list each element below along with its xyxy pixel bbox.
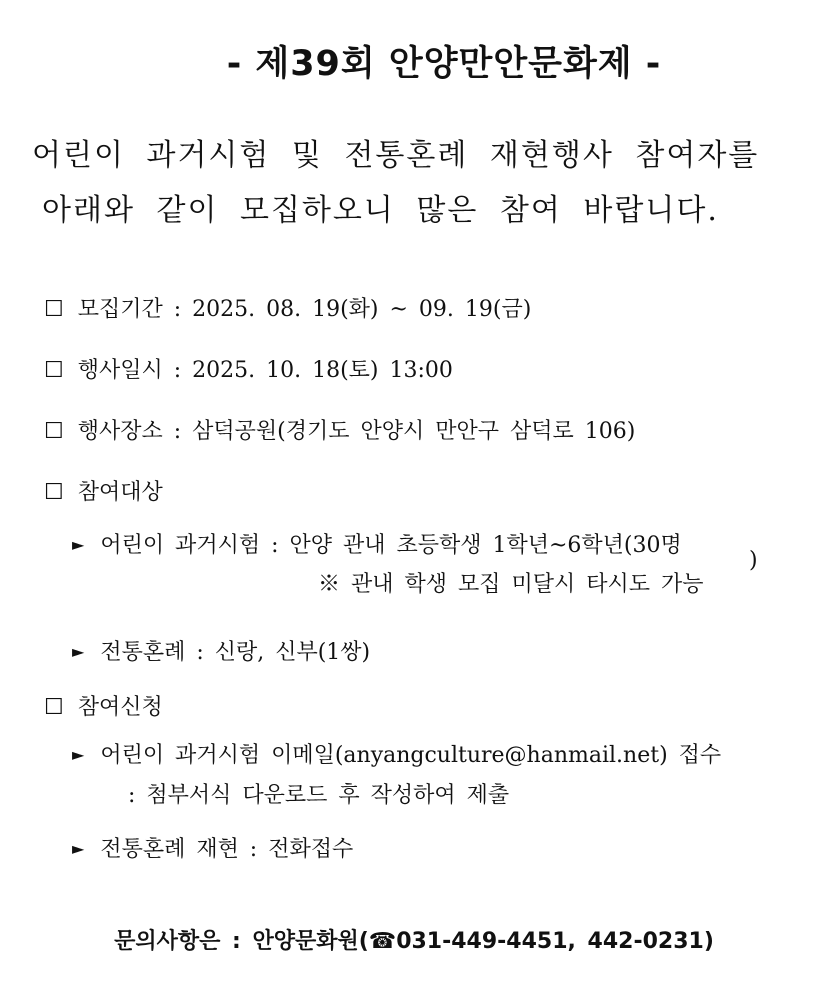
title-text: - 제39회 안양만안문화제 - [226, 44, 662, 84]
target-exam-text: 어린이 과거시험 : 안양 관내 초등학생 1학년~6학년(30명 [100, 533, 682, 558]
item-apply [44, 690, 163, 721]
intro-line-2: 아래와 같이 모집하오니 많은 참여 바랍니다. [42, 193, 719, 228]
item-place [44, 414, 635, 445]
apply-wedding [72, 832, 353, 863]
item-target [44, 475, 163, 506]
checkbox-icon: ☐ [44, 695, 64, 720]
item-place-text: 행사장소 : 삼덕공원(경기도 안양시 만안구 삼덕로 106) [77, 419, 636, 444]
item-period [44, 292, 531, 323]
item-period-text: 모집기간 : 2025. 08. 19(화) ~ 09. 19(금) [77, 297, 532, 322]
target-exam [72, 528, 682, 559]
target-wedding-text: 전통혼례 : 신랑, 신부(1쌍) [100, 640, 371, 665]
target-wedding [72, 635, 370, 666]
apply-wedding-text: 전통혼례 재현 : 전화접수 [100, 837, 354, 862]
arrow-icon: ► [72, 839, 85, 858]
checkbox-icon: ☐ [44, 480, 64, 505]
target-exam-note: ※ 관내 학생 모집 미달시 타시도 가능 [318, 572, 704, 597]
target-exam-close-paren: ) [749, 548, 758, 573]
contact-footer [0, 924, 828, 955]
arrow-icon: ► [72, 535, 85, 554]
apply-exam [72, 738, 721, 769]
item-apply-text: 참여신청 [77, 695, 163, 720]
contact-footer-text: 문의사항은 : 안양문화원(☎031-449-4451, 442-0231) [114, 929, 714, 954]
arrow-icon: ► [72, 642, 85, 661]
arrow-icon: ► [72, 745, 85, 764]
checkbox-icon: ☐ [44, 297, 64, 322]
item-target-text: 참여대상 [77, 480, 163, 505]
checkbox-icon: ☐ [44, 419, 64, 444]
item-datetime-text: 행사일시 : 2025. 10. 18(토) 13:00 [77, 358, 453, 383]
item-datetime [44, 353, 453, 384]
apply-exam-note: : 첨부서식 다운로드 후 작성하여 제출 [128, 783, 510, 808]
intro-line-1: 어린이 과거시험 및 전통혼례 재현행사 참여자를 [32, 138, 760, 173]
checkbox-icon: ☐ [44, 358, 64, 383]
apply-exam-text: 어린이 과거시험 이메일(anyangculture@hanmail.net) 접수 [100, 743, 722, 768]
page-title [0, 36, 828, 86]
